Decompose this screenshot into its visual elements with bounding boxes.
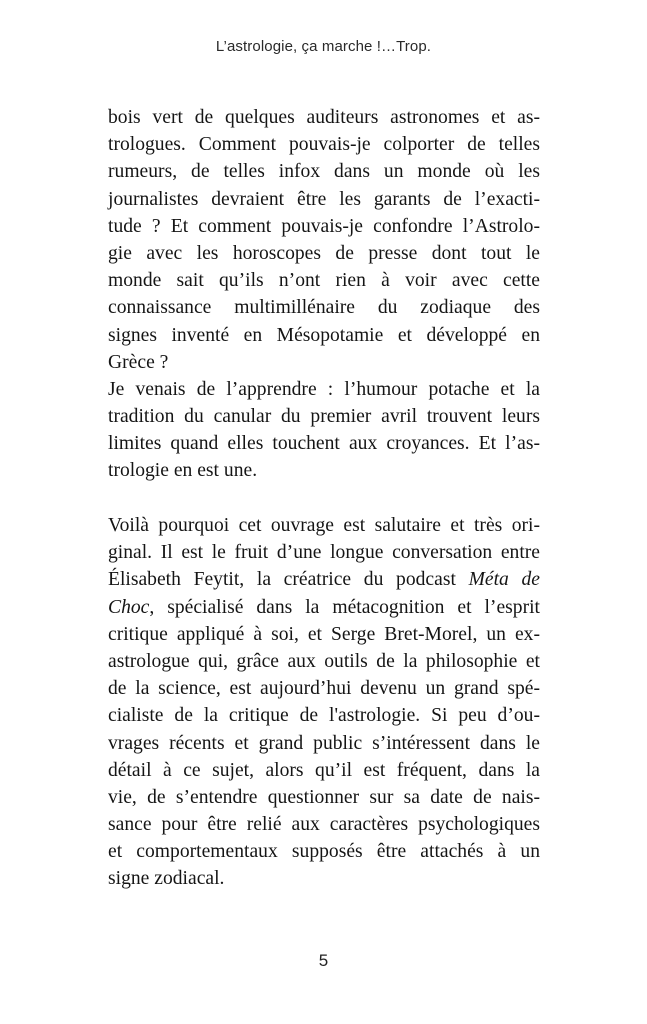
podcast-title: Méta de bbox=[468, 569, 541, 591]
text-line: ginal. Il est le fruit d’une longue conversation entre bbox=[108, 542, 540, 564]
text-line: critique appliqué à soi, et Serge Bret-Morel, un ex- bbox=[108, 623, 540, 645]
text-line: gie avec les horoscopes de presse dont tout le bbox=[108, 242, 540, 264]
paragraph-continuation bbox=[108, 104, 540, 376]
text-line: sance pour être relié aux caractères psychologiques bbox=[108, 814, 540, 836]
text-line: tradition du canular du premier avril trouvent leurs bbox=[108, 406, 540, 428]
text-line: limites quand elles touchent aux croyances. Et l’as- bbox=[108, 433, 540, 455]
text-line: Voilà pourquoi cet ouvrage est salutaire et très ori- bbox=[108, 515, 540, 536]
text-line: vie, de s’entendre questionner sur sa date de nais- bbox=[108, 786, 540, 808]
text-line: trologie en est une. bbox=[108, 460, 258, 482]
text-line: journalistes devraient être les garants de l’exacti- bbox=[108, 188, 540, 210]
text-line: détail à ce sujet, alors qu’il est fréquent, dans la bbox=[108, 759, 540, 781]
text-line bbox=[108, 594, 540, 621]
text-line: rumeurs, de telles infox dans un monde où les bbox=[108, 161, 540, 183]
text-line: bois vert de quelques auditeurs astronomes et as- bbox=[108, 107, 540, 128]
text-line bbox=[108, 566, 540, 593]
text-line: astrologue qui, grâce aux outils de la philosophie et bbox=[108, 650, 540, 672]
text-line: de la science, est aujourd’hui devenu un grand spé- bbox=[108, 678, 540, 700]
text-line: trologues. Comment pouvais-je colporter de telles bbox=[108, 134, 540, 156]
text-line: cialiste de la critique de l'astrologie. Si peu d’ou- bbox=[108, 705, 540, 727]
text-line: signe zodiacal. bbox=[108, 868, 225, 890]
text-fragment: Élisabeth Feytit, la créatrice du podcast bbox=[108, 569, 469, 591]
paragraph-april-fools bbox=[108, 376, 540, 485]
running-header: L’astrologie, ça marche !…Trop. bbox=[215, 38, 432, 55]
text-line: monde sait qu’ils n’ont rien à voir avec cette bbox=[108, 270, 540, 292]
text-line: signes inventé en Mésopotamie et développé en bbox=[108, 324, 540, 346]
text-line: Grèce ? bbox=[108, 351, 169, 373]
paragraph-book-presentation bbox=[108, 512, 540, 893]
page-number: 5 bbox=[318, 951, 329, 970]
text-block-top bbox=[108, 104, 540, 485]
text-line: et comportementaux supposés être attachés à un bbox=[108, 841, 540, 863]
text-line: connaissance multimillénaire du zodiaque des bbox=[108, 297, 540, 319]
text-line: tude ? Et comment pouvais-je confondre l’Astrolo- bbox=[108, 215, 540, 237]
text-fragment: , spécialisé dans la métacognition et l’esprit bbox=[149, 596, 540, 618]
podcast-title: Choc bbox=[108, 596, 150, 618]
text-line: vrages récents et grand public s’intéressent dans le bbox=[108, 732, 540, 754]
text-line: Je venais de l’apprendre : l’humour potache et la bbox=[108, 378, 540, 400]
text-block-bottom bbox=[108, 512, 540, 893]
